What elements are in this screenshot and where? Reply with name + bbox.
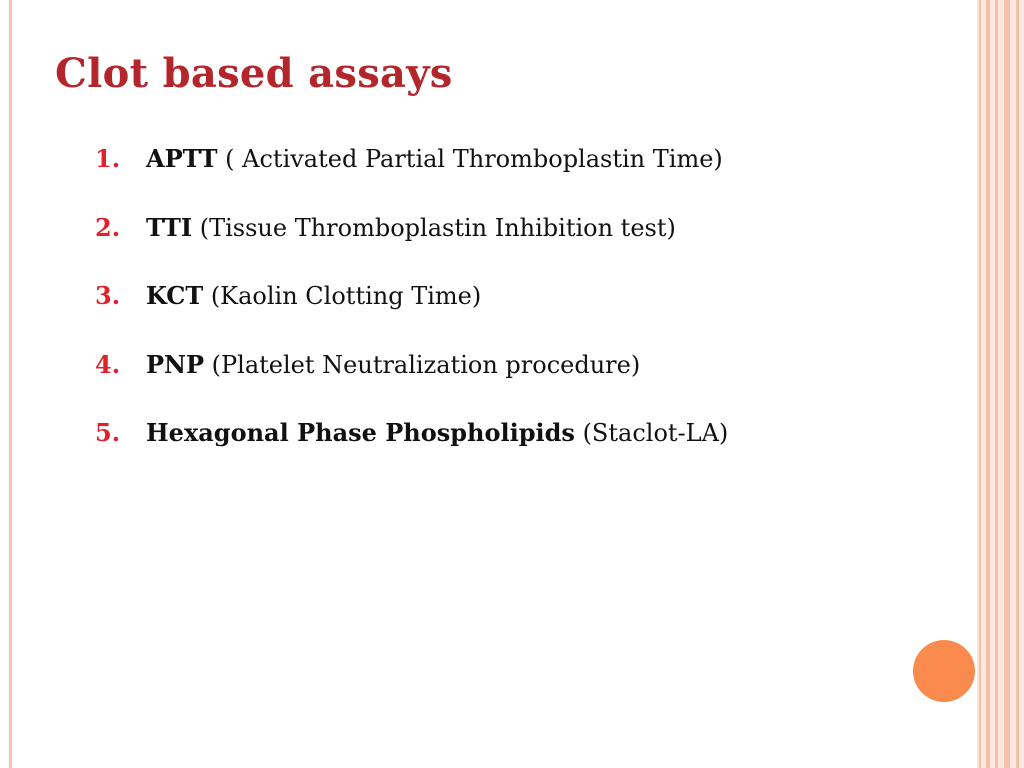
list-item	[95, 277, 728, 346]
assay-list	[95, 140, 728, 483]
left-decorative-stripe	[9, 0, 12, 768]
item-number: 5.	[95, 418, 121, 447]
right-stripe	[979, 0, 981, 768]
item-term: APTT	[146, 144, 218, 173]
item-number: 2.	[95, 212, 121, 242]
right-stripe	[986, 0, 990, 768]
item-number: 1.	[95, 144, 121, 173]
list-item	[95, 414, 728, 483]
decorative-circle	[913, 640, 975, 702]
item-description: (Kaolin Clotting Time)	[203, 282, 482, 310]
right-stripe	[1004, 0, 1010, 768]
item-term: TTI	[146, 212, 193, 242]
list-item	[95, 140, 728, 209]
item-term: KCT	[146, 281, 204, 310]
item-term: Hexagonal Phase Phospholipids	[146, 418, 575, 447]
item-number: 3.	[95, 281, 121, 310]
right-stripe	[995, 0, 998, 768]
item-description: (Staclot-LA)	[574, 419, 729, 447]
item-description: (Tissue Thromboplastin Inhibition test)	[192, 213, 676, 242]
slide-title: Clot based assays	[55, 50, 453, 97]
list-item	[95, 346, 728, 415]
item-description: ( Activated Partial Thromboplastin Time)	[217, 145, 723, 173]
item-description: (Platelet Neutralization procedure)	[204, 350, 641, 379]
item-term: PNP	[146, 349, 205, 379]
list-item	[95, 209, 728, 278]
item-number: 4.	[95, 349, 121, 379]
right-stripe	[1016, 0, 1019, 768]
